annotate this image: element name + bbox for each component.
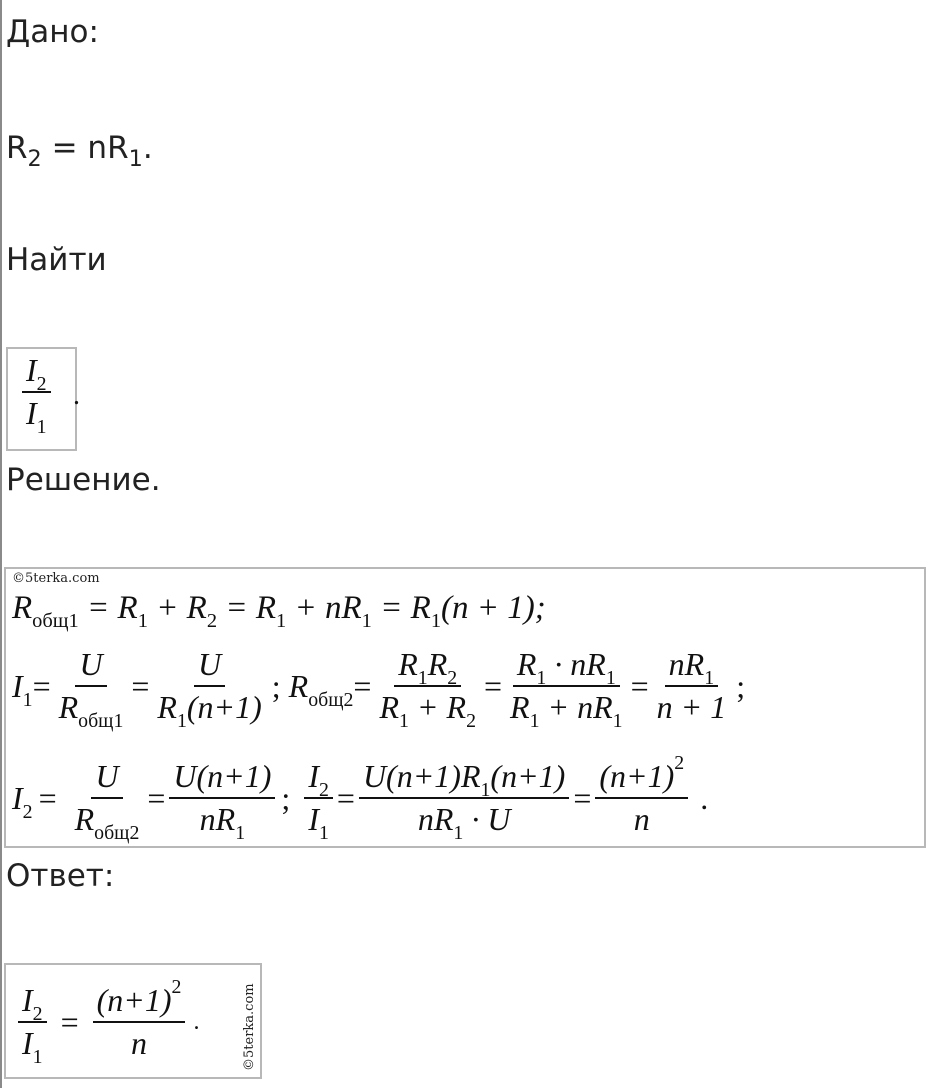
l1-t1: = R [78, 589, 138, 626]
l2-f4-ds2: 1 [612, 709, 623, 732]
l3-frac-5 [595, 752, 688, 837]
l3-i: I [12, 779, 23, 816]
l2-f3-na: R [398, 646, 418, 683]
l1-t6: (n + 1); [441, 589, 546, 626]
l2-f3-ns1: 1 [417, 667, 428, 690]
answer-watermark: ©5terka.com [242, 983, 257, 1071]
ans-den-sub: 1 [32, 1045, 43, 1068]
given-condition [6, 128, 153, 172]
given-r2-sub: 2 [27, 145, 42, 172]
l2-eq4: = [483, 667, 503, 704]
solution-line-3 [12, 751, 708, 845]
given-r1-sub: 1 [128, 145, 143, 172]
l3-f4-na: U(n+1)R [362, 758, 481, 795]
l3-f4-da: nR [417, 801, 454, 837]
ans-num-sub: 2 [32, 1003, 43, 1026]
l3-frac-4 [359, 758, 569, 844]
left-border-line [0, 0, 2, 1088]
l2-f5-ns1: 1 [704, 667, 715, 690]
l2-f2-den-sub: 1 [176, 709, 187, 732]
l2-eq2: = [131, 667, 150, 704]
l2-f2-den-a: R [157, 689, 177, 725]
l2-f4-ns2: 1 [605, 667, 616, 690]
l3-f2-den-sub: 1 [235, 821, 246, 844]
l2-f3-db: + R [408, 689, 467, 725]
l2-f4-ns1: 1 [536, 667, 547, 690]
l3-f5-num: (n+1) [599, 758, 675, 795]
ans-dot: . [193, 1008, 200, 1035]
solution-line-1 [12, 583, 546, 633]
find-den-sub: 1 [36, 415, 47, 438]
l2-eq: = [32, 667, 51, 704]
answer-frac-rhs [93, 976, 186, 1061]
l3-f2-num: U(n+1) [169, 759, 275, 799]
l2-f2-den-b: (n+1) [186, 689, 262, 725]
l2-frac-4 [506, 646, 627, 732]
watermark-text: ©5terka.com [12, 571, 100, 586]
l2-f5-den: n + 1 [656, 689, 727, 725]
l3-f4-dsub: 1 [453, 821, 464, 844]
given-r2: R [6, 130, 28, 166]
l3-frac-1 [71, 758, 144, 844]
answer-frac-lhs [18, 982, 47, 1068]
l3-f1-num: U [91, 759, 122, 799]
solution-box [4, 567, 926, 848]
l3-f2-den-a: nR [199, 801, 236, 837]
l2-semi: ; [271, 667, 281, 704]
l2-i-sub: 1 [22, 688, 33, 711]
l3-semi: ; [281, 779, 291, 816]
l1-s2: 2 [206, 609, 218, 632]
l1-s1: 1 [137, 609, 148, 632]
l1-r: R [12, 589, 33, 626]
ans-num: I [22, 982, 33, 1019]
l3-f4-nsub: 1 [480, 779, 491, 802]
l3-eq3: = [336, 779, 355, 816]
l2-eq5: = [630, 667, 649, 704]
l2-f3-ds2: 2 [466, 709, 476, 732]
l2-f1-den: R [58, 689, 79, 725]
l3-f1-den-sub: общ2 [94, 821, 140, 844]
ans-eq: = [60, 1003, 79, 1040]
l3-f1-den: R [74, 801, 95, 837]
l2-frac-2 [153, 646, 265, 732]
l3-f5-sup: 2 [674, 752, 685, 775]
find-fraction [18, 352, 55, 438]
given-heading: Дано: [6, 14, 99, 50]
find-num-sub: 2 [36, 372, 47, 395]
l2-f5-na: nR [668, 646, 705, 683]
l1-t2: + R [147, 589, 207, 626]
find-dot: . [73, 380, 80, 411]
l2-f3-ns2: 2 [447, 667, 458, 690]
l3-frac-3 [304, 758, 333, 844]
l2-semi2: ; [736, 667, 746, 704]
l2-f3-nb: R [427, 646, 448, 683]
answer-formula [14, 969, 199, 1075]
l3-eq2: = [147, 779, 166, 816]
ans-rhs-sup: 2 [171, 976, 182, 999]
find-den: I [26, 394, 37, 431]
l2-f1-den-sub: общ1 [78, 709, 124, 732]
l2-f4-ds1: 1 [529, 709, 540, 732]
l2-i: I [12, 667, 23, 704]
l2-f1-num: U [75, 647, 106, 687]
l2-r: R [288, 667, 309, 704]
l3-eq4: = [573, 779, 592, 816]
l1-t5: = R [371, 589, 431, 626]
l3-f3-num-sub: 2 [318, 779, 329, 802]
l2-f4-da: R [510, 689, 530, 725]
l1-s3: 1 [276, 609, 287, 632]
l3-i-sub: 2 [22, 800, 33, 823]
answer-heading: Ответ: [6, 858, 115, 894]
l2-frac-1 [55, 646, 128, 732]
l1-t4: + nR [286, 589, 362, 626]
l1-s5: 1 [430, 609, 442, 632]
l2-r-sub: общ2 [308, 688, 354, 711]
l2-f2-num: U [194, 647, 225, 687]
ans-rhs-den: n [131, 1025, 148, 1061]
l2-frac-3 [375, 646, 480, 732]
l3-frac-2 [169, 758, 275, 844]
l2-f3-ds1: 1 [399, 709, 409, 732]
find-num: I [26, 352, 37, 388]
l3-dot: . [700, 779, 709, 816]
l2-f4-db: + nR [539, 689, 613, 725]
ans-rhs-num: (n+1) [96, 982, 172, 1019]
l3-eq: = [38, 779, 57, 816]
l2-f4-na: R [516, 646, 537, 683]
l3-f4-db: · U [463, 801, 511, 837]
l1-r-sub: общ1 [32, 609, 79, 632]
ans-den: I [22, 1025, 33, 1061]
solution-line-2 [12, 637, 745, 735]
given-eq-text: = nR [41, 130, 129, 166]
l1-t3: = R [217, 589, 276, 626]
l2-eq3: = [353, 667, 372, 704]
l2-f3-da: R [379, 689, 399, 725]
l3-f3-den-sub: 1 [318, 821, 329, 844]
l3-f4-nb: (n+1) [490, 758, 566, 795]
solution-heading: Решение. [6, 462, 161, 498]
find-formula-box [6, 347, 77, 451]
l3-f3-den: I [308, 801, 319, 837]
l2-f4-nb: · nR [546, 646, 606, 683]
l3-f3-num: I [308, 758, 319, 795]
l2-frac-5 [653, 647, 731, 724]
given-period: . [142, 130, 153, 166]
l3-f5-den: n [633, 801, 650, 837]
l1-s4: 1 [361, 609, 372, 632]
find-heading: Найти [6, 242, 107, 278]
answer-box [4, 963, 262, 1079]
